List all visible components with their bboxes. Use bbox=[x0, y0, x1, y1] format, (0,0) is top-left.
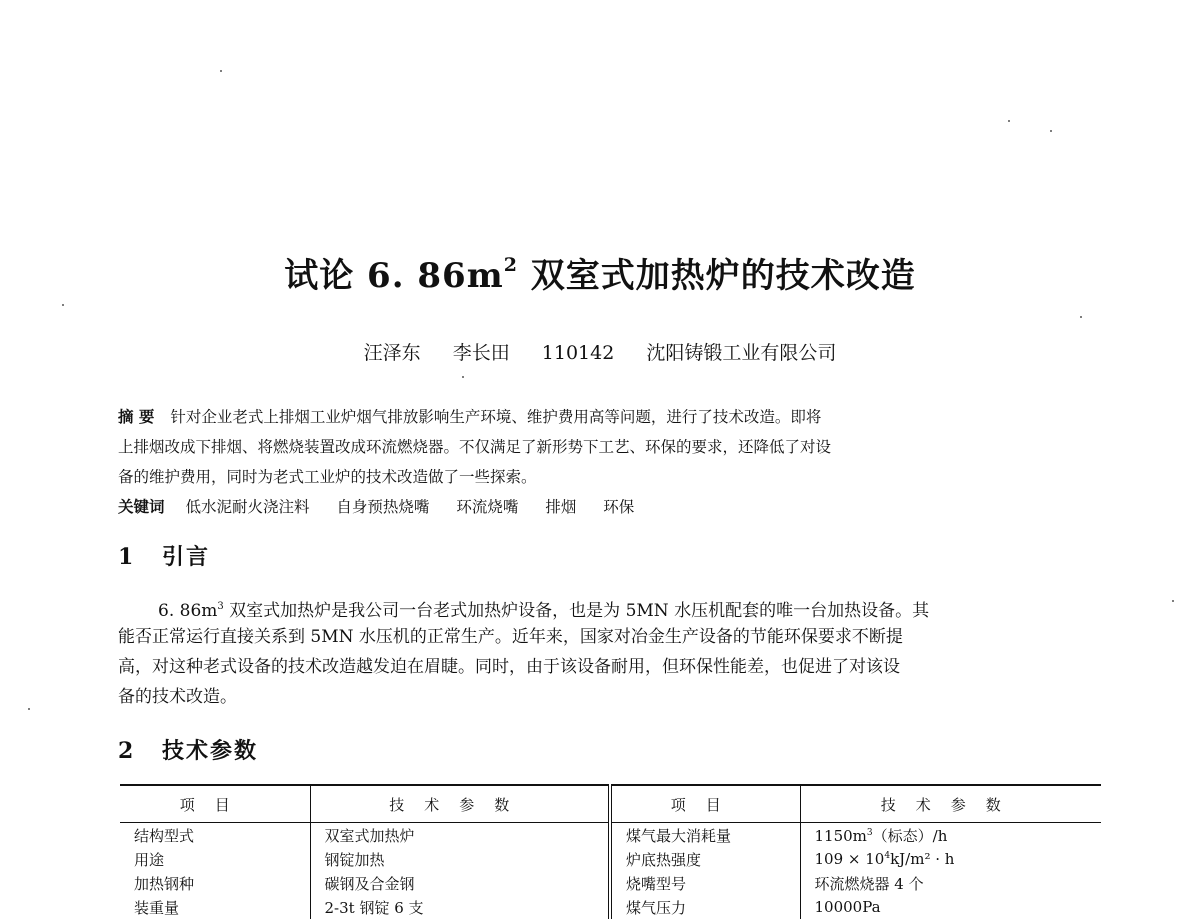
title-rest: 双室式加热炉的技术改造 bbox=[530, 256, 916, 296]
table-cell bbox=[800, 895, 1101, 919]
header-param: 技术参数 bbox=[310, 785, 610, 823]
table-cell: 用途 bbox=[134, 850, 165, 869]
table-cell bbox=[800, 871, 1101, 895]
table-cell: 炉底热强度 bbox=[610, 847, 800, 871]
scan-speck bbox=[1172, 600, 1174, 602]
section-number: 2 bbox=[118, 738, 134, 764]
table-cell: 装重量 bbox=[134, 898, 180, 917]
abstract-text-3: 备的维护费用，同时为老式工业炉的技术改造做了一些探索。 bbox=[118, 468, 537, 486]
abstract-line bbox=[118, 402, 1108, 432]
table-cell bbox=[800, 823, 1101, 848]
table-row bbox=[120, 871, 1101, 895]
section-heading-2 bbox=[118, 734, 258, 765]
scan-speck bbox=[1050, 130, 1052, 132]
table-cell: 煤气压力 bbox=[610, 895, 800, 919]
superscript: 3 bbox=[217, 601, 224, 612]
superscript: 4 bbox=[884, 851, 891, 861]
table-cell: 双室式加热炉 bbox=[310, 823, 610, 848]
abstract-text-1: 针对企业老式上排烟工业炉烟气排放影响生产环境、维护费用高等问题，进行了技术改造。即将 bbox=[170, 408, 822, 426]
table-row bbox=[120, 847, 1101, 871]
paper-title bbox=[0, 248, 1200, 297]
table-cell: 烧嘴型号 bbox=[610, 871, 800, 895]
cell-text: 109 × 10 bbox=[814, 850, 885, 868]
cell-text: kJ/m² · h bbox=[890, 850, 955, 868]
abstract-line bbox=[118, 432, 1108, 462]
keyword: 低水泥耐火浇注料 bbox=[185, 498, 310, 516]
author-2: 李长田 bbox=[452, 342, 510, 364]
header-param: 技术参数 bbox=[800, 785, 1101, 823]
body-text: 能否正常运行直接关系到 5MN 水压机的正常生产。近年来，国家对冶金生产设备的节能环保要求不断提 bbox=[118, 627, 903, 647]
abstract-label: 摘 要 bbox=[118, 407, 155, 426]
keyword: 自身预热烧嘴 bbox=[336, 498, 430, 516]
cell-text: 环流燃烧器 4 个 bbox=[814, 874, 924, 893]
table-cell: 碳钢及合金钢 bbox=[310, 871, 610, 895]
keyword: 环保 bbox=[603, 498, 635, 516]
author-1: 汪泽东 bbox=[363, 342, 421, 364]
title-superscript: 2 bbox=[503, 254, 518, 276]
abstract-line bbox=[118, 462, 1108, 492]
title-main: 试论 6. 86m bbox=[284, 256, 504, 296]
keywords-label: 关键词 bbox=[118, 497, 165, 516]
author-line bbox=[0, 338, 1200, 365]
scan-speck bbox=[1080, 316, 1082, 318]
table-cell: 钢锭加热 bbox=[310, 847, 610, 871]
section-title: 引言 bbox=[162, 545, 211, 570]
abstract-text-2: 上排烟改成下排烟、将燃烧装置改成环流燃烧器。不仅满足了新形势下工艺、环保的要求，还降低了对设 bbox=[118, 438, 832, 456]
section-number: 1 bbox=[118, 544, 134, 570]
scan-speck bbox=[220, 70, 222, 72]
keyword: 排烟 bbox=[545, 498, 577, 516]
body-line bbox=[118, 622, 1103, 652]
body-text: 高，对这种老式设备的技术改造越发迫在眉睫。同时，由于该设备耐用，但环保性能差，也促进了对该设 bbox=[118, 657, 900, 677]
table-row bbox=[120, 823, 1101, 848]
body-text: 6. 86m bbox=[158, 601, 218, 621]
table-row bbox=[120, 895, 1101, 919]
body-text: 备的技术改造。 bbox=[118, 687, 237, 707]
affiliation: 沈阳铸锻工业有限公司 bbox=[646, 342, 837, 364]
cell-text: 1150m bbox=[814, 826, 867, 845]
body-text: 双室式加热炉是我公司一台老式加热炉设备，也是为 5MN 水压机配套的唯一台加热设备。其 bbox=[223, 601, 930, 621]
header-item: 项目 bbox=[120, 785, 310, 823]
table-cell: 结构型式 bbox=[134, 826, 195, 845]
parameters-table bbox=[120, 784, 1101, 919]
body-line bbox=[118, 652, 1103, 682]
abstract bbox=[118, 402, 1108, 522]
table-cell bbox=[800, 847, 1101, 871]
keyword: 环流烧嘴 bbox=[456, 498, 519, 516]
cell-text: 10000Pa bbox=[814, 898, 881, 916]
table-cell: 2-3t 钢锭 6 支 bbox=[310, 895, 610, 919]
section-heading-1 bbox=[118, 540, 210, 571]
body-line bbox=[118, 592, 1103, 622]
scan-speck bbox=[462, 376, 464, 378]
scan-speck bbox=[1008, 120, 1010, 122]
section-title: 技术参数 bbox=[162, 739, 259, 764]
superscript: 3 bbox=[866, 827, 873, 838]
scan-speck bbox=[62, 304, 64, 306]
table-cell: 加热钢种 bbox=[134, 874, 195, 893]
keywords-line bbox=[118, 492, 1108, 522]
body-line bbox=[118, 682, 1103, 712]
header-item: 项目 bbox=[610, 785, 800, 823]
section-1-body bbox=[118, 592, 1103, 712]
table-header-row bbox=[120, 785, 1101, 823]
postal-code: 110142 bbox=[541, 342, 615, 364]
table-cell: 煤气最大消耗量 bbox=[610, 823, 800, 848]
scan-speck bbox=[28, 708, 30, 710]
cell-text: （标态）/h bbox=[872, 826, 948, 845]
